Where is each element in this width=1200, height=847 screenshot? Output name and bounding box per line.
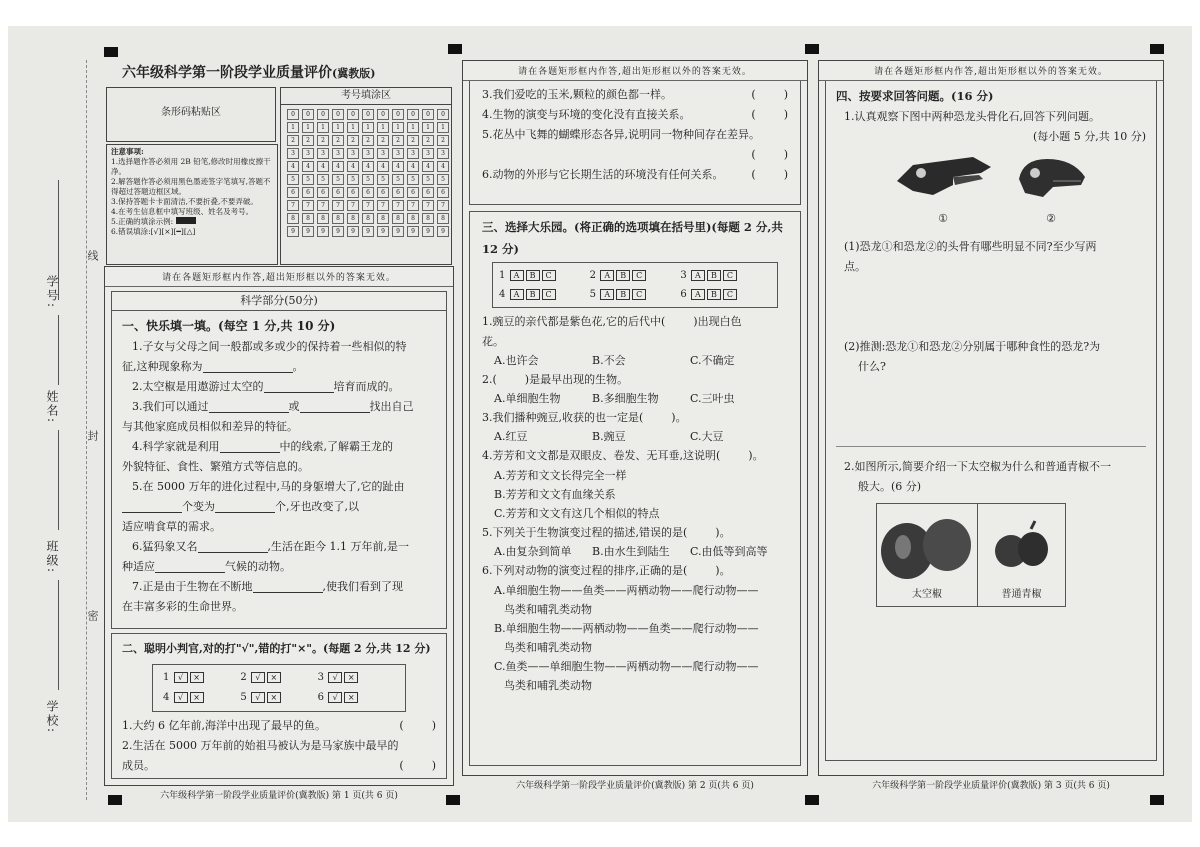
exam-digit-bubble[interactable]: 0 [422,109,434,120]
page-1-answer-area [104,266,454,801]
choice-question-stem: 5.下列关于生物演变过程的描述,错误的是( )。 [482,526,731,539]
registration-mark [805,44,819,54]
class-label: 班级: [45,540,59,575]
exam-digit-bubble[interactable]: 1 [317,122,329,133]
page-1-header [104,62,456,262]
dinosaur-skull-1-image [893,151,993,205]
fill-question: 7.正是由于生物在不断地 ,使我们看到了现 [132,580,403,593]
exam-digit-bubble[interactable]: 5 [332,174,344,185]
exam-digit-bubble[interactable]: 2 [287,135,299,146]
exam-digit-bubble[interactable]: 0 [362,109,374,120]
exam-digit-bubble[interactable]: 8 [407,213,419,224]
choice-option: A.由复杂到简单 [494,545,572,558]
exam-digit-bubble[interactable]: 0 [317,109,329,120]
exam-digit-bubble[interactable]: 1 [302,122,314,133]
part-title: 科学部分(50分) [112,292,446,311]
exam-digit-bubble[interactable]: 5 [317,174,329,185]
notice-text: 请在各题矩形框内作答,超出矩形框以外的答案无效。 [463,61,807,81]
choice-option: A.单细胞生物——鱼类——两栖动物——爬行动物—— [494,584,759,597]
exam-digit-bubble[interactable]: 9 [362,226,374,237]
choice-bubble[interactable]: A [510,270,524,281]
choice-option: 鸟类和哺乳类动物 [504,603,592,616]
barcode-area: 条形码粘贴区 [106,87,276,142]
exam-digit-bubble[interactable]: 8 [437,213,449,224]
exam-digit-bubble[interactable]: 8 [302,213,314,224]
exam-digit-bubble[interactable]: 0 [392,109,404,120]
section-3-title: 三、选择大乐园。(将正确的选项填在括号里)(每题 2 分,共 [482,220,783,234]
question-text: 般大。(6 分) [858,480,922,493]
score-text: (每小题 5 分,共 10 分) [1032,130,1146,143]
exam-digit-bubble[interactable]: 8 [287,213,299,224]
choice-option: B.单细胞生物——两栖动物——鱼类——爬行动物—— [494,622,759,635]
choice-bubble[interactable]: C [723,289,737,300]
exam-digit-bubble[interactable]: 5 [392,174,404,185]
school-label: 学校: [45,700,59,735]
choice-question-stem: 4.芳芳和文文都是双眼皮、卷发、无耳垂,这说明( )。 [482,449,764,462]
exam-digit-bubble[interactable]: 1 [362,122,374,133]
judge-question: 1.大约 6 亿年前,海洋中出现了最早的鱼。 ( ) [122,719,436,732]
exam-digit-bubble[interactable]: 7 [362,200,374,211]
choice-bubble[interactable]: A [691,270,705,281]
question-text: (2)推测:恐龙①和恐龙②分别属于哪种食性的恐龙?为 [844,340,1101,353]
fill-question: 6.猛犸象又名 ,生活在距今 1.1 万年前,是一 [132,540,409,553]
multiple-choice-questions [482,312,788,695]
exam-number-grid[interactable] [281,105,451,241]
exam-digit-bubble[interactable]: 7 [302,200,314,211]
answer-blank[interactable] [264,381,334,393]
fill-question: 3.我们可以通过 或 找出自己 [132,400,414,413]
exam-digit-bubble[interactable]: 7 [437,200,449,211]
pepper-figures [876,503,1066,607]
answer-blank[interactable] [155,561,225,573]
section-2-title: 二、聪明小判官,对的打"√",错的打"×"。(每题 2 分,共 12 分) [122,642,431,655]
exam-digit-bubble[interactable]: 7 [377,200,389,211]
choice-answer-grid [492,262,778,308]
choice-bubble[interactable]: B [616,289,630,300]
skull-figures [836,151,1146,229]
page-footer: 六年级科学第一阶段学业质量评价(冀教版) 第 3 页(共 6 页) [872,781,1110,791]
judge-question: 3.我们爱吃的玉米,颗粒的颜色都一样。 ( ) [482,88,788,101]
cross-box[interactable]: × [267,672,281,683]
exam-digit-bubble[interactable]: 9 [287,226,299,237]
note-item: 4.在考生信息框中填写班级、姓名及考号。 [111,207,254,216]
exam-digit-bubble[interactable]: 0 [302,109,314,120]
exam-digit-bubble[interactable]: 2 [317,135,329,146]
choice-number: 2 [589,270,597,281]
cross-box[interactable]: × [190,672,204,683]
choice-number: 5 [589,289,597,300]
choice-bubble[interactable]: A [691,289,705,300]
exam-digit-bubble[interactable]: 5 [302,174,314,185]
exam-digit-bubble[interactable]: 9 [332,226,344,237]
pepper-label: 普通青椒 [1001,589,1042,600]
page-2-answer-area [462,60,808,791]
exam-digit-bubble[interactable]: 7 [287,200,299,211]
exam-digit-bubble[interactable]: 8 [422,213,434,224]
notes-box [106,144,278,265]
choice-option: B.豌豆 [592,430,626,443]
registration-mark [805,795,819,805]
exam-digit-bubble[interactable]: 4 [422,161,434,172]
exam-digit-bubble[interactable]: 1 [407,122,419,133]
exam-digit-bubble[interactable]: 5 [287,174,299,185]
section-2-box [111,633,447,779]
normal-pepper-panel [978,504,1065,606]
question-text: 什么? [858,360,886,373]
answer-blank[interactable] [300,401,370,413]
fill-question: 个变为 个,牙也改变了,以 [122,497,436,517]
exam-digit-bubble[interactable]: 1 [422,122,434,133]
choice-option: B.多细胞生物 [592,392,659,405]
exam-digit-bubble[interactable]: 1 [287,122,299,133]
exam-digit-bubble[interactable]: 2 [437,135,449,146]
exam-digit-bubble[interactable]: 4 [317,161,329,172]
answer-blank[interactable] [203,361,293,373]
exam-digit-bubble[interactable]: 0 [407,109,419,120]
exam-digit-bubble[interactable]: 5 [377,174,389,185]
choice-option: C.鱼类——单细胞生物——两栖动物——爬行动物—— [494,660,759,673]
exam-digit-bubble[interactable]: 2 [347,135,359,146]
note-item: 6.错误填涂:[√][×][━][△] [111,227,196,236]
exam-digit-bubble[interactable]: 4 [437,161,449,172]
choice-option: C.大豆 [690,430,724,443]
exam-digit-bubble[interactable]: 6 [362,187,374,198]
exam-digit-bubble[interactable]: 1 [347,122,359,133]
exam-number-label: 考号填涂区 [281,88,451,105]
exam-digit-bubble[interactable]: 2 [377,135,389,146]
answer-space[interactable] [836,277,1146,337]
fill-question: 1.子女与父母之间一般都或多或少的保持着一些相似的特 [132,340,407,353]
judge-question: 5.花丛中飞舞的蝴蝶形态各异,说明同一物种间存在差异。 [482,128,760,141]
exam-digit-bubble[interactable]: 6 [422,187,434,198]
cross-box[interactable]: × [344,692,358,703]
exam-digit-bubble[interactable]: 0 [347,109,359,120]
fill-question: 外貌特征、食性、繁殖方式等信息的。 [122,460,309,473]
section-3-box [469,211,801,766]
choice-bubble[interactable]: B [707,270,721,281]
exam-digit-bubble[interactable]: 6 [332,187,344,198]
exam-digit-bubble[interactable]: 4 [392,161,404,172]
exam-digit-bubble[interactable]: 5 [407,174,419,185]
note-item: 1.选择题作答必须用 2B 铅笔,修改时用橡皮擦干净。 [111,157,271,176]
choice-bubble[interactable]: B [616,270,630,281]
answer-blank[interactable] [209,401,289,413]
space-pepper-panel [877,504,978,606]
check-box[interactable]: √ [251,672,265,683]
choice-option: A.也许会 [494,354,539,367]
exam-digit-bubble[interactable]: 3 [302,148,314,159]
choice-number: 1 [499,270,506,281]
exam-digit-bubble[interactable]: 0 [287,109,299,120]
exam-digit-bubble[interactable]: 8 [392,213,404,224]
exam-digit-bubble[interactable]: 4 [362,161,374,172]
check-box[interactable]: √ [174,672,188,683]
choice-option: A.红豆 [494,430,528,443]
exam-digit-bubble[interactable]: 6 [287,187,299,198]
choice-number: 6 [680,289,687,300]
exam-digit-bubble[interactable]: 8 [362,213,374,224]
choice-number: 3 [680,270,687,281]
choice-bubble[interactable]: C [632,289,646,300]
exam-digit-bubble[interactable]: 9 [317,226,329,237]
section-3-title-cont: 12 分) [482,242,519,256]
student-id-label: 学号: [45,275,59,310]
title-text: 六年级科学第一阶段学业质量评价 [122,65,332,81]
notice-text: 请在各题矩形框内作答,超出矩形框以外的答案无效。 [819,61,1163,81]
exam-digit-bubble[interactable]: 3 [347,148,359,159]
choice-option: C.三叶虫 [690,392,735,405]
judge-question: ( ) [751,148,788,161]
exam-digit-bubble[interactable]: 2 [422,135,434,146]
exam-digit-bubble[interactable]: 6 [377,187,389,198]
exam-digit-bubble[interactable]: 2 [407,135,419,146]
choice-bubble[interactable]: C [542,289,556,300]
choice-option: B.由水生到陆生 [592,545,670,558]
choice-option: 鸟类和哺乳类动物 [504,641,592,654]
judge-question: 6.动物的外形与它长期生活的环境没有任何关系。 ( ) [482,168,788,181]
question-text: 1.认真观察下图中两种恐龙头骨化石,回答下列问题。 [844,110,1100,123]
fill-question: 征,这种现象称为 。 [122,360,304,373]
exam-digit-bubble[interactable]: 3 [287,148,299,159]
exam-digit-bubble[interactable]: 5 [362,174,374,185]
check-box[interactable]: √ [251,692,265,703]
exam-digit-bubble[interactable]: 4 [332,161,344,172]
choice-bubble[interactable]: A [510,289,524,300]
judge-question: 成员。 ( ) [122,759,436,772]
fill-question: 种适应 气候的动物。 [122,560,291,573]
check-box[interactable]: √ [328,692,342,703]
exam-digit-bubble[interactable]: 3 [332,148,344,159]
registration-mark [1150,44,1164,54]
exam-digit-bubble[interactable]: 6 [347,187,359,198]
page-3-answer-area [818,60,1164,791]
exam-digit-bubble[interactable]: 7 [317,200,329,211]
exam-digit-bubble[interactable]: 7 [422,200,434,211]
cross-box[interactable]: × [344,672,358,683]
exam-digit-bubble[interactable]: 9 [347,226,359,237]
fill-question: 与其他家庭成员相似和差异的特征。 [122,420,298,433]
choice-bubble[interactable]: A [600,289,614,300]
section-4-title: 四、按要求回答问题。(16 分) [836,89,994,103]
exam-digit-bubble[interactable]: 6 [437,187,449,198]
exam-digit-bubble[interactable]: 8 [332,213,344,224]
exam-digit-bubble[interactable]: 8 [377,213,389,224]
fill-question: 在丰富多彩的生命世界。 [122,600,243,613]
page-footer: 六年级科学第一阶段学业质量评价(冀教版) 第 2 页(共 6 页) [516,781,754,791]
exam-digit-bubble[interactable]: 1 [332,122,344,133]
note-item: 2.解答题作答必须用黑色墨迹签字笔填写,答题不得超过答题边框区域。 [111,177,271,196]
question-text: 2.如图所示,简要介绍一下太空椒为什么和普通青椒不一 [844,460,1111,473]
binding-mark: 密 [86,610,99,621]
space-pepper-image [877,507,977,585]
notes-title: 注意事项: [111,147,144,156]
judge-answer-grid: 1 √ × 2 √ × 3 √ × 4 √ × 5 √ × 6 √ × [152,664,406,712]
choice-question-stem: 3.我们播种豌豆,收获的也一定是( )。 [482,411,687,424]
binding-mark: 封 [86,430,99,441]
exam-digit-bubble[interactable]: 7 [347,200,359,211]
exam-digit-bubble[interactable]: 3 [422,148,434,159]
choice-option: C.由低等到高等 [690,545,768,558]
choice-option: B.不会 [592,354,626,367]
exam-digit-bubble[interactable]: 3 [407,148,419,159]
choice-option: A.芳芳和文文长得完全一样 [494,469,627,482]
fill-question: 5.在 5000 万年的进化过程中,马的身躯增大了,它的趾由 [132,480,405,493]
registration-mark [104,47,118,57]
exam-digit-bubble[interactable]: 5 [347,174,359,185]
exam-digit-bubble[interactable]: 5 [422,174,434,185]
cross-box[interactable]: × [267,692,281,703]
choice-option: C.不确定 [690,354,735,367]
exam-digit-bubble[interactable]: 8 [317,213,329,224]
page-title [104,62,456,82]
exam-digit-bubble[interactable]: 2 [392,135,404,146]
pepper-label: 太空椒 [912,589,942,600]
exam-digit-bubble[interactable]: 7 [332,200,344,211]
exam-digit-bubble[interactable]: 6 [317,187,329,198]
exam-digit-bubble[interactable]: 1 [392,122,404,133]
exam-digit-bubble[interactable]: 1 [437,122,449,133]
exam-digit-bubble[interactable]: 4 [407,161,419,172]
page-footer: 六年级科学第一阶段学业质量评价(冀教版) 第 1 页(共 6 页) [160,791,398,801]
fill-question: 4.科学家就是利用 中的线索,了解霸王龙的 [132,440,393,453]
exam-digit-bubble[interactable]: 9 [407,226,419,237]
fill-question: 2.太空椒是用遨游过太空的 培育而成的。 [132,380,400,393]
choice-option: A.单细胞生物 [494,392,561,405]
exam-digit-bubble[interactable]: 3 [392,148,404,159]
exam-digit-bubble[interactable]: 9 [437,226,449,237]
choice-bubble[interactable]: B [526,270,540,281]
question-text: 点。 [844,260,866,273]
exam-digit-bubble[interactable]: 2 [332,135,344,146]
exam-digit-bubble[interactable]: 4 [287,161,299,172]
exam-digit-bubble[interactable]: 3 [317,148,329,159]
exam-digit-bubble[interactable]: 9 [422,226,434,237]
answer-space[interactable] [836,377,1146,447]
answer-blank[interactable] [220,441,280,453]
answer-blank[interactable] [122,501,182,513]
choice-number: 4 [499,289,506,300]
exam-digit-bubble[interactable]: 2 [302,135,314,146]
edition-text: (冀教版) [332,67,376,80]
check-box[interactable]: √ [174,692,188,703]
choice-bubble[interactable]: B [526,289,540,300]
registration-mark [448,44,462,54]
exam-digit-bubble[interactable]: 2 [362,135,374,146]
binding-mark: 线 [86,250,99,261]
choice-bubble[interactable]: C [542,270,556,281]
exam-digit-bubble[interactable]: 6 [407,187,419,198]
exam-digit-bubble[interactable]: 1 [377,122,389,133]
green-pepper-image [987,507,1057,585]
exam-digit-bubble[interactable]: 3 [377,148,389,159]
choice-question-stem: 2.( )是最早出现的生物。 [482,373,629,386]
judge-question: 4.生物的演变与环境的变化没有直接关系。 ( ) [482,108,788,121]
fill-question: 适应啃食草的需求。 [122,520,221,533]
student-info-strip [10,60,90,800]
exam-digit-bubble[interactable]: 8 [347,213,359,224]
science-part-box [111,291,447,629]
choice-option: B.芳芳和文文有血缘关系 [494,488,616,501]
exam-digit-bubble[interactable]: 5 [437,174,449,185]
exam-digit-bubble[interactable]: 3 [362,148,374,159]
choice-option: 鸟类和哺乳类动物 [504,679,592,692]
exam-digit-bubble[interactable]: 9 [392,226,404,237]
exam-digit-bubble[interactable]: 9 [377,226,389,237]
registration-mark [1150,795,1164,805]
exam-digit-bubble[interactable]: 7 [392,200,404,211]
skull-label: ① [938,212,948,225]
dinosaur-skull-2-image [1013,151,1089,205]
answer-blank[interactable] [198,541,268,553]
answer-blank[interactable] [215,501,275,513]
exam-digit-bubble[interactable]: 0 [377,109,389,120]
exam-digit-bubble[interactable]: 7 [407,200,419,211]
exam-digit-bubble[interactable]: 4 [302,161,314,172]
name-label: 姓名: [45,390,59,425]
exam-digit-bubble[interactable]: 0 [332,109,344,120]
check-box[interactable]: √ [328,672,342,683]
choice-bubble[interactable]: C [723,270,737,281]
judge-continued-box [469,81,801,205]
exam-digit-bubble[interactable]: 6 [302,187,314,198]
choice-option: C.芳芳和文文有这几个相似的特点 [494,507,660,520]
choice-bubble[interactable]: B [707,289,721,300]
section-4-box [825,81,1157,761]
note-item: 3.保持答题卡卡面清洁,不要折叠,不要弄破。 [111,197,258,206]
exam-digit-bubble[interactable]: 3 [437,148,449,159]
exam-number-area [280,87,452,265]
choice-bubble[interactable]: C [632,270,646,281]
notice-text: 请在各题矩形框内作答,超出矩形框以外的答案无效。 [105,267,453,287]
section-1-title: 一、快乐填一填。(每空 1 分,共 10 分) [122,319,336,333]
question-text: (1)恐龙①和恐龙②的头骨有哪些明显不同?至少写两 [844,240,1097,253]
exam-digit-bubble[interactable]: 4 [347,161,359,172]
choice-question-stem: 6.下列对动物的演变过程的排序,正确的是( )。 [482,564,731,577]
choice-bubble[interactable]: A [600,270,614,281]
exam-digit-bubble[interactable]: 6 [392,187,404,198]
answer-blank[interactable] [253,581,323,593]
skull-label: ② [1046,212,1056,225]
choice-question-stem: 1.豌豆的亲代都是紫色花,它的后代中( )出现白色 花。 [482,315,742,348]
judge-question: 2.生活在 5000 万年前的始祖马被认为是马家族中最早的 [122,739,399,752]
exam-digit-bubble[interactable]: 4 [377,161,389,172]
exam-digit-bubble[interactable]: 9 [302,226,314,237]
note-item: 5.正确的填涂示例: [111,217,273,227]
cross-box[interactable]: × [190,692,204,703]
exam-digit-bubble[interactable]: 0 [437,109,449,120]
